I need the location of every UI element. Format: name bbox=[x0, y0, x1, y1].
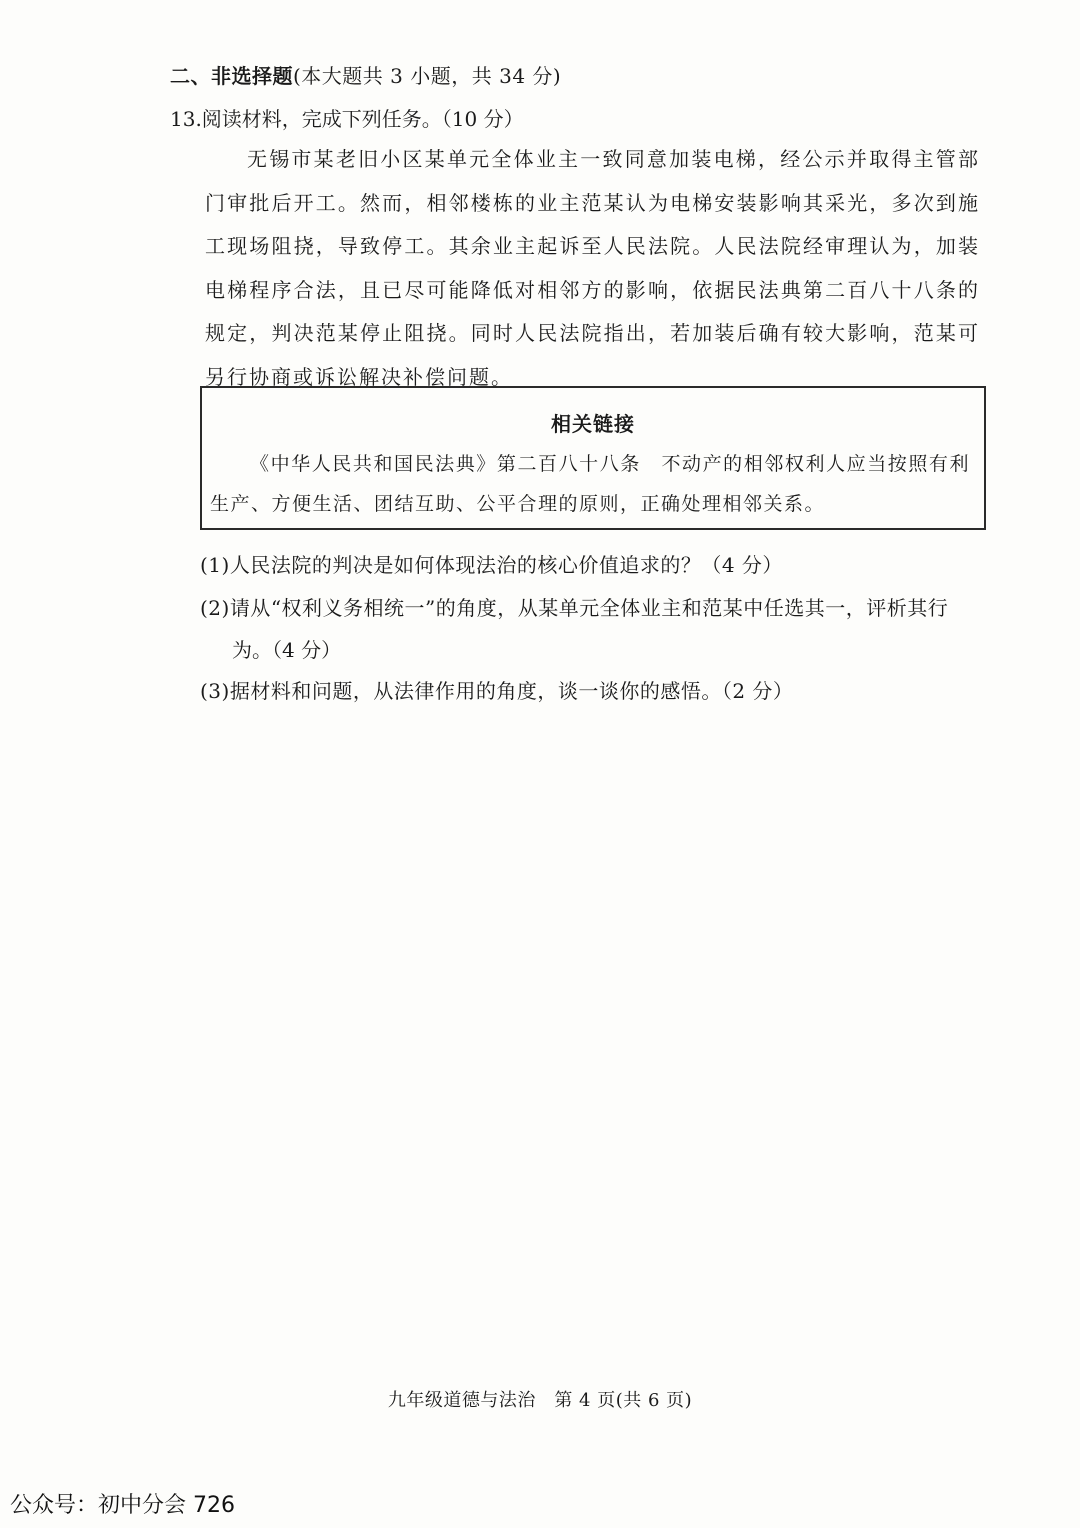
related-link-body: 《中华人民共和国民法典》第二百八十八条 不动产的相邻权利人应当按照有利生产、方便生活、团结互助、公平合理的原则，正确处理相邻关系。 bbox=[210, 453, 970, 515]
sub-question-1: (1)人民法院的判决是如何体现法治的核心价值追求的？（4 分） bbox=[200, 553, 783, 577]
watermark-text: 公众号：初中分会 726 bbox=[10, 1493, 235, 1518]
sub-question-3: (3)据材料和问题，从法律作用的角度，谈一谈你的感悟。（2 分） bbox=[200, 679, 794, 703]
sub-question-2: (2)请从“权利义务相统一”的角度，从某单元全体业主和范某中任选其一，评析其行 bbox=[200, 596, 949, 620]
question-material: 无锡市某老旧小区某单元全体业主一致同意加装电梯，经公示并取得主管部门审批后开工。然而，相邻楼栋的业主范某认为电梯安装影响其采光，多次到施工现场阻挠，导致停工。其余业主起诉至人民法院。人民法院经审理认为，加装电梯程序合法，且已尽可能降低对相邻方的影响，依据民法典第二百八十八条的规定，判决范某停止阻挠。同时人民法院指出，若加装后确有较大影响，范某可另行协商或诉讼解决补偿问题。 bbox=[205, 147, 980, 389]
page-footer: 九年级道德与法治 第 4 页(共 6 页) bbox=[387, 1390, 693, 1411]
question-title: 13.阅读材料，完成下列任务。（10 分） bbox=[170, 107, 524, 131]
section-heading bbox=[170, 60, 561, 89]
sub-question-2-continued: 为。（4 分） bbox=[232, 638, 342, 662]
related-link-title: 相关链接 bbox=[551, 412, 635, 436]
section-heading-detail: (本大题共 3 小题，共 34 分) bbox=[293, 64, 562, 88]
section-heading-label: 二、非选择题 bbox=[170, 64, 293, 88]
related-link-box bbox=[200, 386, 986, 530]
